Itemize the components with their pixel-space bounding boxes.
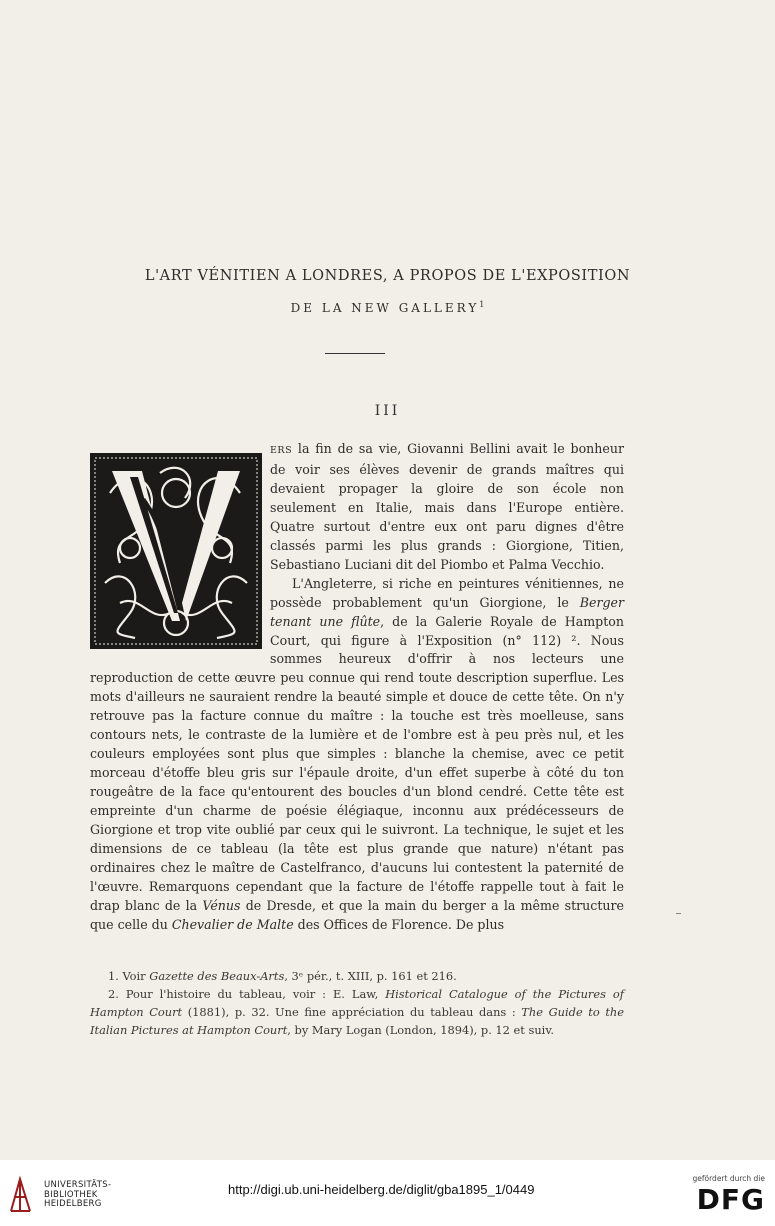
subtitle-note-ref[interactable]: 1 <box>479 300 485 309</box>
footnote-1 <box>90 967 624 985</box>
title-divider <box>325 353 385 354</box>
funder[interactable] <box>675 1174 765 1215</box>
p2-title-chevalier: Chevalier de Malte <box>171 916 294 932</box>
fn2-a: 2. Pour l'histoire du tableau, voir : E. Law, <box>108 987 386 1001</box>
p2-part-b: , de la Galerie Royale de Hampton Court, qui figure à l'Exposition (n° 112) ². Nous sommes heureux d'offrir à nos lecteurs une reproduction de cette œuvre peu connue qui rend toute description superflue. Les mots d'ailleurs ne sauraient rendre la beauté simple et douce de cette tête. On n'y retrouve pas la facture connue du maître : la touche est très moelleuse, sans contours nets, le contraste de la lumière et de l'ombre est à peu près nul, et les couleurs employées sont plus que simples : blanche la chemise, avec ce petit morceau d'étoffe bleu gris sur l'épaule droite, d'un effet superbe à côté du ton rougeâtre de la face qu'entourent des boucles d'un blond cendré. Cette tête est empreinte d'un charme de poésie élégiaque, inconnu aux prédécesseurs de Giorgione et trop vite oublié par ceux qui le suivront. La technique, le sujet et les dimensions de ce tableau (la tête est plus grande que nature) n'étant pas ordinaires chez le maître de Castelfranco, d'aucuns lui contestent la paternité de l'œuvre. Remarquons cependant que la facture de l'étoffe rappelle tout à fait le drap blanc de la <box>90 613 624 913</box>
viewer-footer <box>0 1160 775 1226</box>
fn2-b: (1881), p. 32. Une fine appréciation du tableau dans : <box>182 1005 522 1019</box>
dfg-logo-icon: DFG <box>696 1183 765 1216</box>
fn2-catalogue: Historical Catalogue of the Pictures of Hampton Court <box>90 987 625 1019</box>
p2-part-d: des Offices de Florence. De plus <box>293 916 505 932</box>
margin-mark <box>676 913 681 914</box>
library-line-2: BIBLIOTHEK <box>44 1189 98 1200</box>
heidelberg-library-logo-icon <box>8 1175 34 1215</box>
library-line-3: HEIDELBERG <box>44 1199 102 1209</box>
dropcap-svg <box>90 453 262 649</box>
article-subtitle <box>60 300 715 315</box>
fn1-b: , 3ᵉ pér., t. XIII, p. 161 et 216. <box>284 969 457 983</box>
ornamental-initial-v-icon <box>90 453 262 649</box>
dropcap-continuation: ERS <box>270 445 293 456</box>
permalink[interactable]: http://digi.ub.uni-heidelberg.de/diglit/gba1895_1/0449 <box>228 1182 535 1197</box>
article-body <box>90 440 624 935</box>
section-number: III <box>374 403 401 419</box>
funder-note: gefördert durch die <box>692 1174 765 1183</box>
fn2-c: , by Mary Logan (London, 1894), p. 12 et suiv. <box>287 1023 555 1037</box>
p2-title-venus: Vénus <box>202 897 241 913</box>
fn1-journal: Gazette des Beaux-Arts <box>149 969 285 983</box>
library-name <box>44 1181 111 1210</box>
library-logo[interactable] <box>8 1175 158 1215</box>
p2-title-berger: Berger tenant une flûte <box>270 594 624 629</box>
subtitle-text: DE LA NEW GALLERY <box>290 301 480 315</box>
fn1-a: 1. Voir <box>108 969 150 983</box>
footnotes <box>90 967 624 1039</box>
library-line-1: UNIVERSITÄTS- <box>44 1180 112 1190</box>
p2-part-a: L'Angleterre, si riche en peintures vénitiennes, ne possède probablement qu'un Giorgione, le <box>270 575 624 610</box>
p2-part-c: de Dresde, et que la main du berger a la même structure que celle du <box>90 897 624 932</box>
article-title: L'ART VÉNITIEN A LONDRES, A PROPOS DE L'EXPOSITION <box>144 268 631 284</box>
footnote-2 <box>90 985 624 1039</box>
paragraph-1-text: la fin de sa vie, Giovanni Bellini avait le bonheur de voir ses élèves devenir de grands maîtres qui devaient propager la gloire de son école non seulement en Italie, mais dans l'Europe entière. Quatre surtout d'entre eux ont paru dignes d'être classés parmi les plus grands : Giorgione, Titien, Sebastiano Luciani dit del Piombo et Palma Vecchio. <box>270 441 624 572</box>
fn2-guide: The Guide to the Italian Pictures at Hampton Court <box>90 1005 624 1037</box>
